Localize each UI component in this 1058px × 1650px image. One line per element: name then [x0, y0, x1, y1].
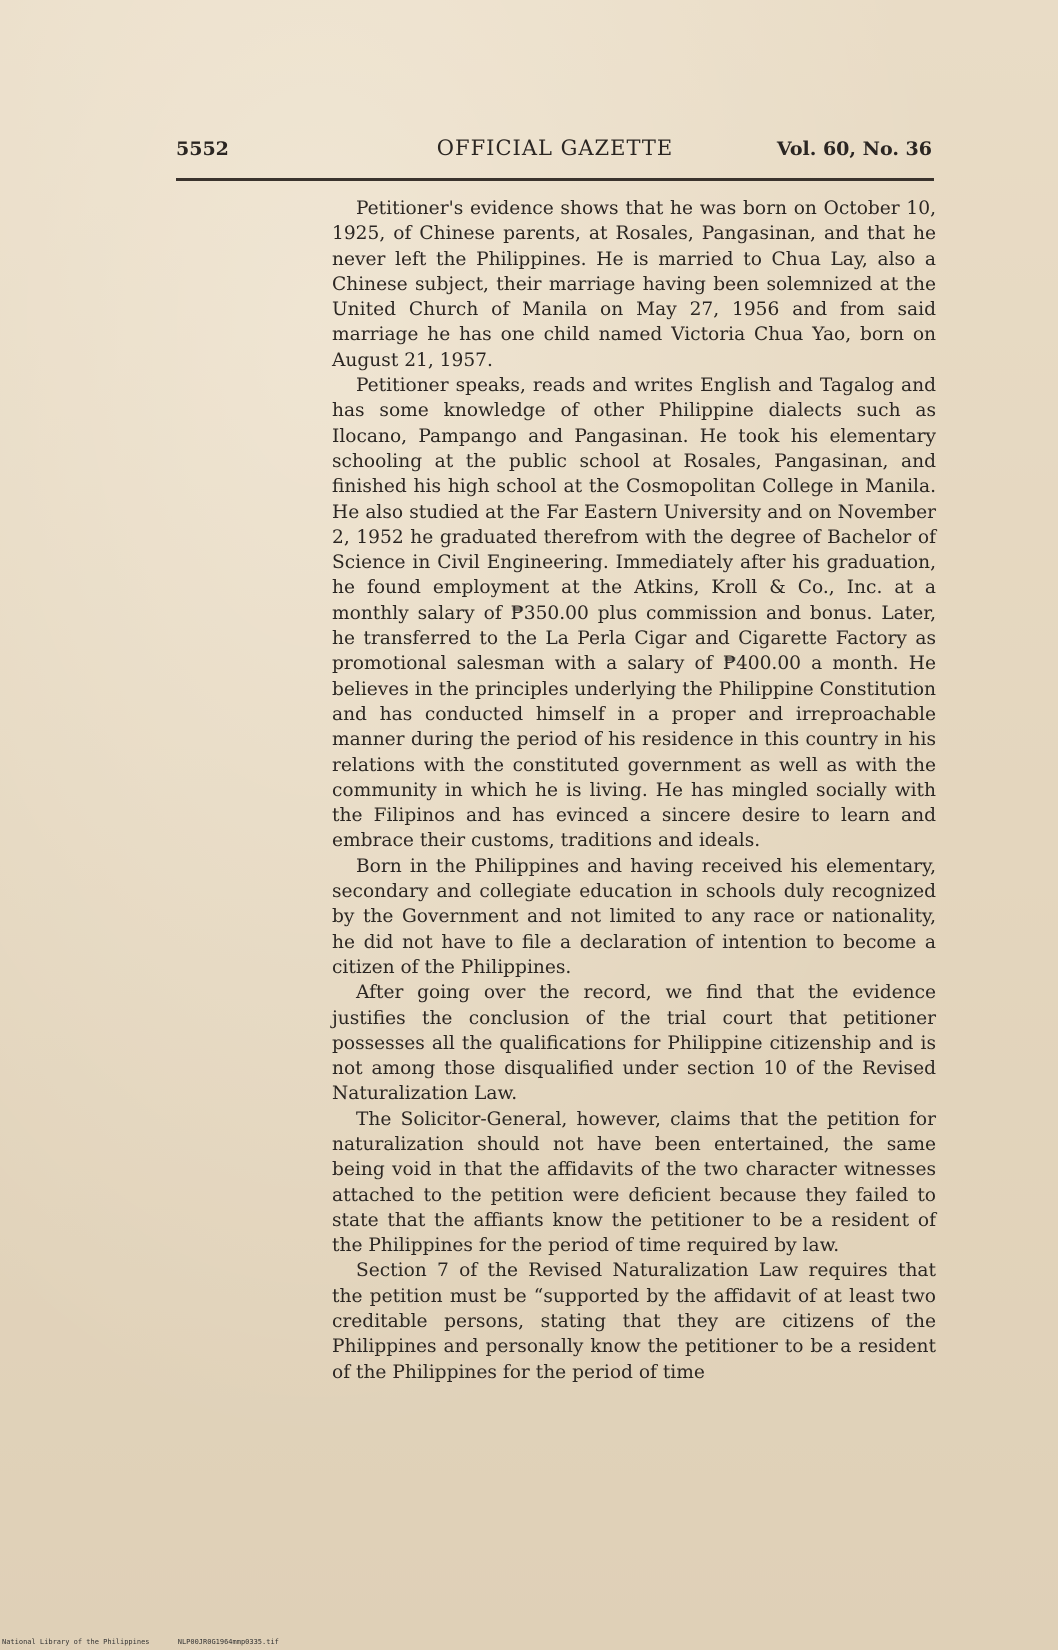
header-rule [176, 178, 934, 181]
page-header [176, 134, 934, 168]
paragraph-6: Section 7 of the Revised Naturalization Law requires that the petition must be “supported by the affidavit of at least two creditable persons, stating that they are citizens of the Philippines and personally know the petitioner to be a resident of the Philippines for the period of time [332, 1260, 936, 1383]
scan-footer [2, 1638, 303, 1646]
paragraph-2: Petitioner speaks, reads and writes English and Tagalog and has some knowledge of other Philippine dialects such as Ilocano, Pampango and Pangasinan. He took his elementary schooling at the public school at Rosales, Pangasinan, and finished his high school at the Cosmopolitan College in Manila. He also studied at the Far Eastern University and on November 2, 1952 he graduated therefrom with the degree of Bachelor of Science in Civil Engineering. Immediately after his graduation, he found employment at the Atkins, Kroll & Co., Inc. at a monthly salary of ₱350.00 plus commission and bonus. Later, he transferred to the La Perla Cigar and Cigarette Factory as promotional salesman with a salary of ₱400.00 a month. He believes in the principles underlying the Philippine Constitution and has conducted himself in a proper and irreproachable manner during the period of his residence in this country in his relations with the constituted government as well as with the community in which he is living. He has mingled socially with the Filipinos and has evinced a sincere desire to learn and embrace their customs, traditions and ideals. [332, 375, 936, 852]
paragraph-1: Petitioner's evidence shows that he was born on October 10, 1925, of Chinese parents, at Rosales, Pangasinan, and that he never left the Philippines. He is married to Chua Lay, also a Chinese subject, their marriage having been solemnized at the United Church of Manila on May 27, 1956 and from said marriage he has one child named Victoria Chua Yao, born on August 21, 1957. [332, 198, 936, 371]
publication-title: OFFICIAL GAZETTE [436, 136, 674, 160]
paragraph-4: After going over the record, we find that the evidence justifies the conclusion of the trial court that petitioner possesses all the qualifications for Philippine citizenship and is not among those disqualified under section 10 of the Revised Naturalization Law. [332, 982, 936, 1105]
volume-number: Vol. 60, No. 36 [776, 138, 932, 160]
page-number: 5552 [176, 138, 229, 160]
file-identifier: NLP00JR0G1964mmp0335.tif [177, 1638, 279, 1646]
paragraph-3: Born in the Philippines and having received his elementary, secondary and collegiate education in schools duly recognized by the Government and not limited to any race or nationality, he did not have to file a declaration of intention to become a citizen of the Philippines. [332, 855, 936, 978]
paragraph-5: The Solicitor-General, however, claims that the petition for naturalization should not have been entertained, the same being void in that the affidavits of the two character witnesses attached to the petition were deficient because they failed to state that the affiants know the petitioner to be a resident of the Philippines for the period of time required by law. [332, 1108, 936, 1257]
body-text [332, 196, 936, 1385]
library-credit: National Library of the Philippines [2, 1638, 150, 1646]
